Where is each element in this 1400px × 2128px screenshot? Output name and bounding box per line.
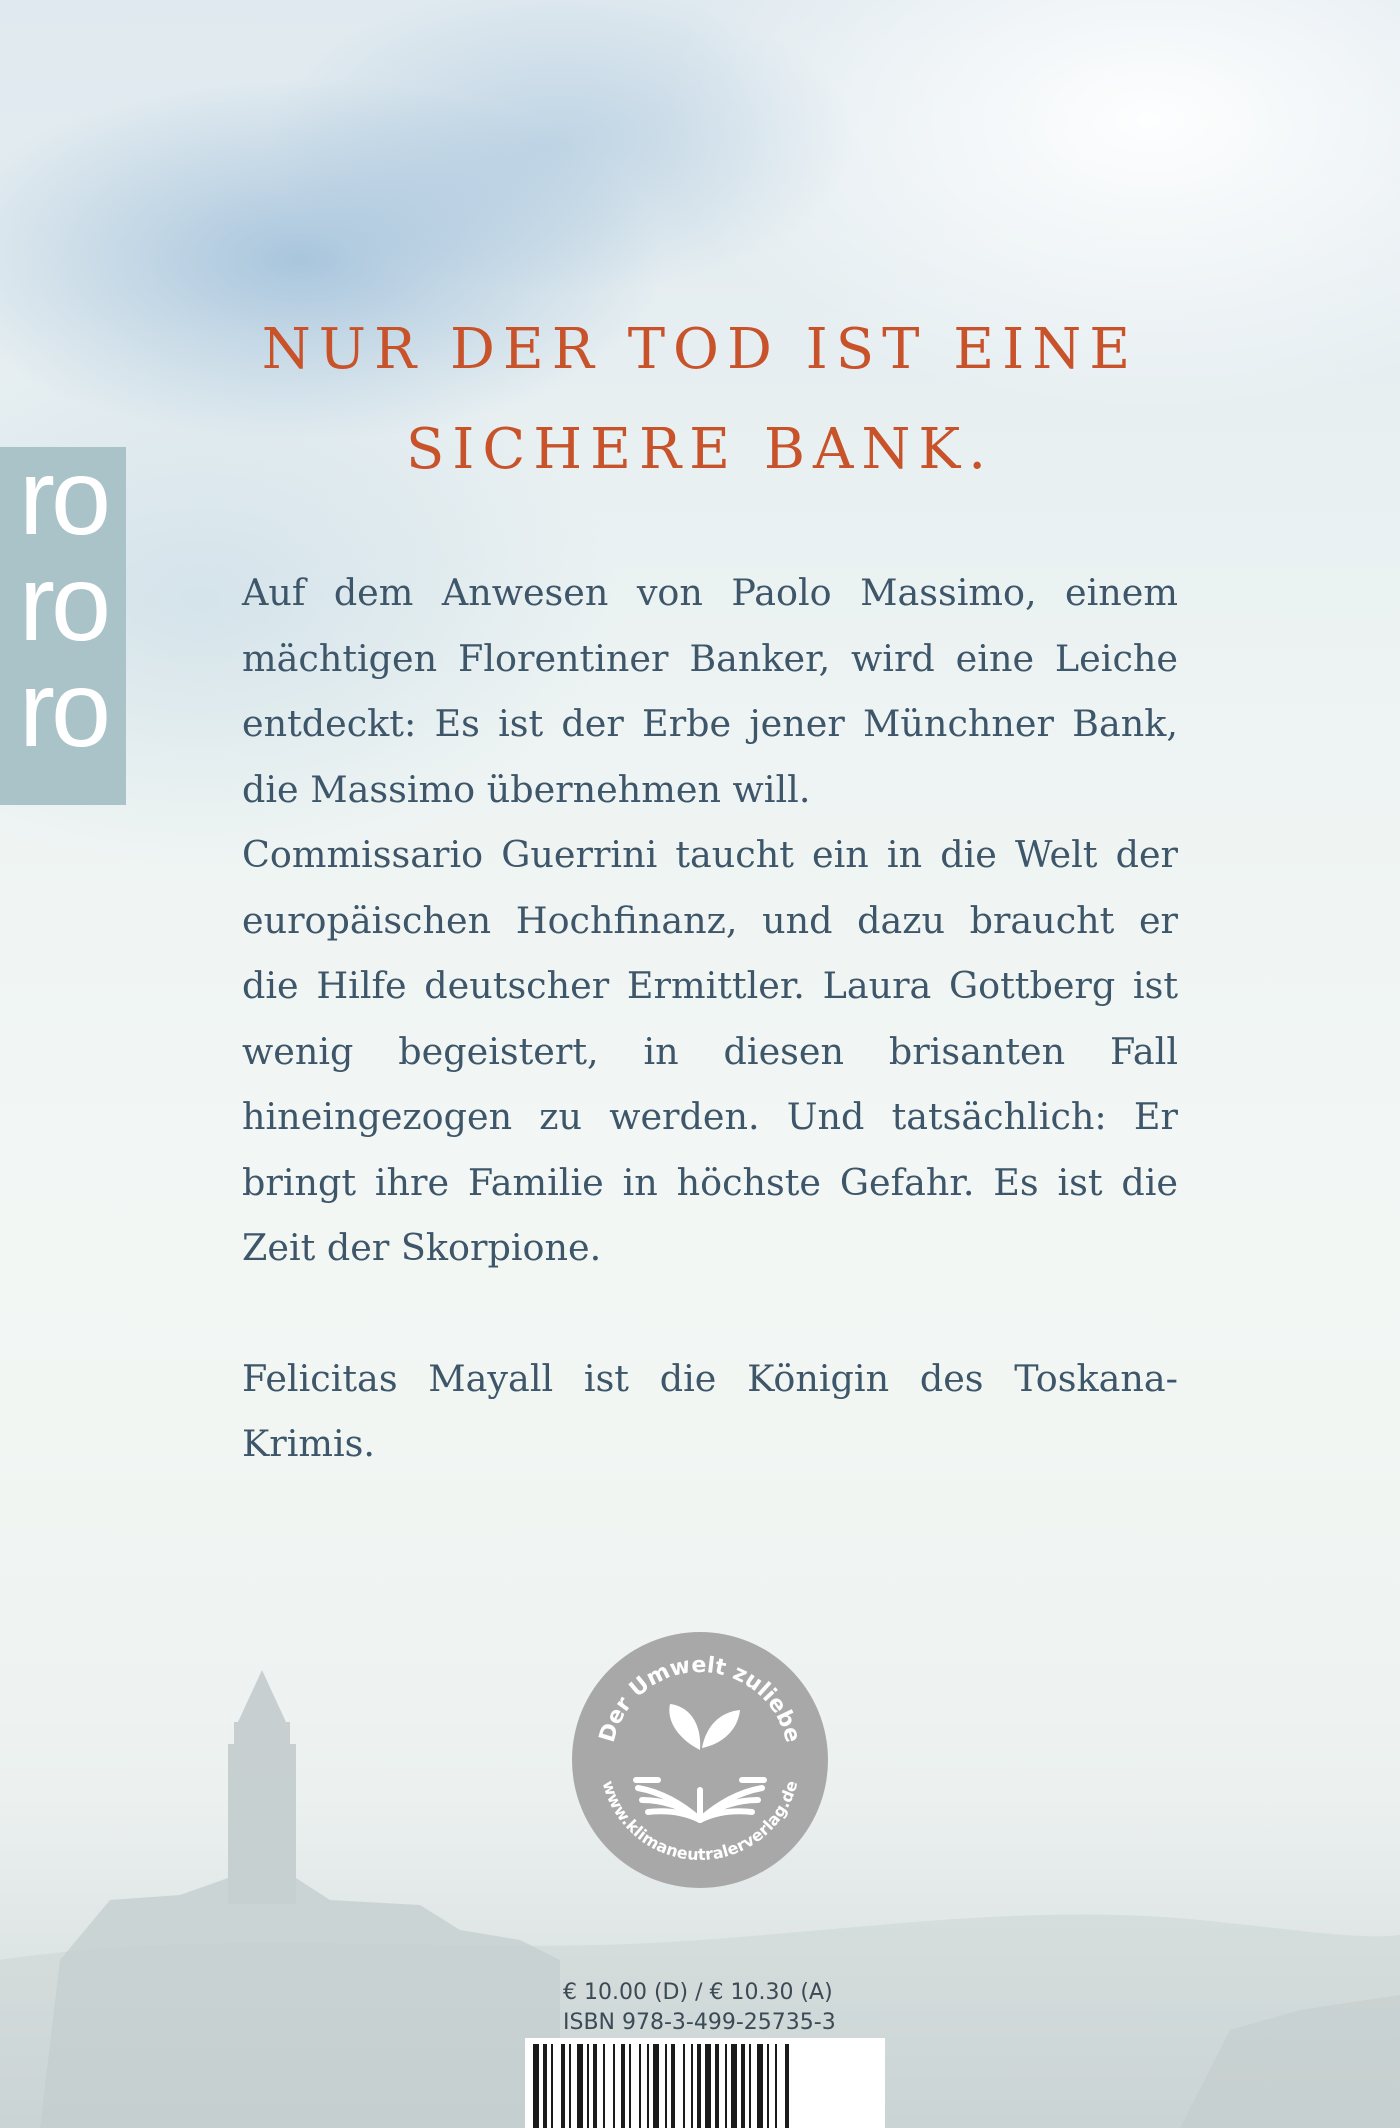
barcode-bar xyxy=(577,2044,583,2128)
barcode-bar xyxy=(785,2044,789,2128)
blurb-paragraph-2: Commissario Guerrini taucht ein in die Welt der europäischen Hochfinanz, und dazu braucht er die Hilfe deutscher Ermittler. Laura Gottberg ist wenig begeistert, in diesen brisanten Fall hineingezogen zu werden. Und tatsächlich: Er bringt ihre Familie in höchste Gefahr. Es ist die Zeit der Skorpione. xyxy=(242,833,1178,1269)
barcode-bar xyxy=(551,2044,553,2128)
tagline-headline xyxy=(160,300,1240,500)
barcode-bar xyxy=(671,2044,675,2128)
barcode-bar xyxy=(691,2044,693,2128)
badge-bottom-text: www.klimaneutralerverlag.de xyxy=(598,1778,802,1865)
logo-line-3: ro xyxy=(18,648,108,769)
logo-line-1: ro xyxy=(18,447,108,557)
barcode-bar xyxy=(705,2044,711,2128)
barcode-bar xyxy=(647,2044,649,2128)
barcode-bar xyxy=(715,2044,719,2128)
price-block xyxy=(563,1978,863,2038)
barcode-bar xyxy=(629,2044,631,2128)
blurb-paragraph-3: Felicitas Mayall ist die Königin des Toskana-Krimis. xyxy=(242,1356,1178,1465)
barcode xyxy=(525,2038,885,2128)
barcode-bar xyxy=(587,2044,589,2128)
isbn-line: ISBN 978-3-499-25735-3 xyxy=(563,2010,836,2035)
barcode-bar xyxy=(569,2044,571,2128)
barcode-bar xyxy=(757,2044,763,2128)
barcode-bar xyxy=(603,2044,605,2128)
barcode-bar xyxy=(725,2044,727,2128)
barcode-bar xyxy=(749,2044,751,2128)
price-line: € 10.00 (D) / € 10.30 (A) xyxy=(563,1980,833,2005)
barcode-bar xyxy=(665,2044,667,2128)
rororo-logo xyxy=(0,447,126,805)
barcode-bar xyxy=(593,2044,597,2128)
barcode-bar xyxy=(533,2044,539,2128)
barcode-bar xyxy=(697,2044,701,2128)
barcode-icon xyxy=(525,2038,885,2128)
blurb-paragraph-1: Auf dem Anwesen von Paolo Massimo, einem mächtigen Florentiner Banker, wird eine Leiche entdeckt: Es ist der Erbe jener Münchner Bank, die Massimo übernehmen will. xyxy=(242,571,1178,811)
blurb-text xyxy=(242,560,1178,1477)
badge-top-text: Der Umwelt zuliebe xyxy=(594,1652,806,1746)
headline-line-1: NUR DER TOD IST EINE xyxy=(261,317,1139,382)
barcode-bar xyxy=(775,2044,777,2128)
barcode-bar xyxy=(741,2044,745,2128)
barcode-bar xyxy=(561,2044,565,2128)
barcode-bar xyxy=(613,2044,615,2128)
logo-line-2: ro xyxy=(18,542,108,663)
barcode-bar xyxy=(683,2044,685,2128)
headline-line-2: SICHERE BANK. xyxy=(405,417,995,482)
barcode-bar xyxy=(767,2044,769,2128)
barcode-bar xyxy=(731,2044,737,2128)
barcode-bar xyxy=(639,2044,641,2128)
barcode-bar xyxy=(653,2044,659,2128)
barcode-bar xyxy=(543,2044,547,2128)
eco-badge xyxy=(570,1630,830,1890)
barcode-bar xyxy=(621,2044,625,2128)
